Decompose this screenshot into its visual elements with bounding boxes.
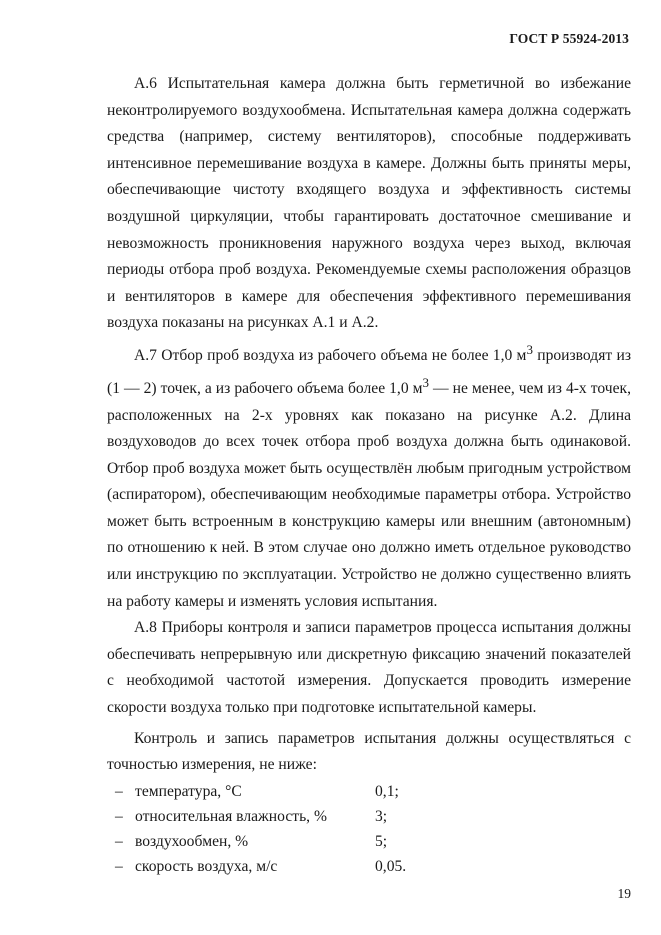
list-dash: – — [115, 782, 123, 800]
paragraph-a8: А.8 Приборы контроля и записи параметров процесса испытания должны обеспечивать непрерывную или дискретную фиксацию значений показателей с необходимой частотой измерения. Допускается проводить измерение скорости воздуха только при подготовке испытательной камеры. — [107, 619, 631, 717]
paragraph-a7 — [107, 337, 631, 615]
measurement-value: 5; — [375, 833, 388, 851]
measurement-name: воздухообмен, % — [135, 833, 249, 851]
paragraph-control: Контроль и запись параметров испытания должны осуществляться с точностью измерения, не ниже: — [107, 729, 631, 774]
document-body — [107, 71, 631, 880]
measurement-accuracy-list — [107, 779, 631, 880]
list-item — [107, 854, 631, 879]
document-standard-header: ГОСТ Р 55924-2013 — [509, 31, 629, 46]
paragraph-a6: А.6 Испытательная камера должна быть герметичной во избежание неконтролируемого воздухообмена. Испытательная камера должна содержать средства (например, систему вентиляторов), способные поддерживать интенсивное перемешивание воздуха в камере. Должны быть приняты меры, обеспечивающие чистоту входящего воздуха и эффективность системы воздушной циркуляции, чтобы гарантировать достаточное смешивание и невозможность проникновения наружного воздуха через выход, включая периоды отбора проб воздуха. Рекомендуемые схемы расположения образцов и вентиляторов в камере для обеспечения эффективного перемешивания воздуха показаны на рисунках А.1 и А.2. — [107, 75, 631, 332]
list-dash: – — [115, 833, 123, 851]
paragraph-a7-part3: — не менее, чем из 4-х точек, расположенных на 2-х уровнях как показано на рисунке А.2. Длина воздуховодов до всех точек отбора проб воздуха должна быть одинаковой. Отбор проб воздуха может быть осуществлён любым пригодным устройством (аспиратором), обеспечивающим необходимые параметры отбора. Устройство может быть встроенным в конструкцию камеры или внешним (автономным) по отношению к ней. В этом случае оно должно иметь отдельное руководство или инструкцию по эксплуатации. Устройство не должно существенно влиять на работу камеры и изменять условия испытания. — [107, 379, 631, 610]
measurement-value: 3; — [375, 808, 388, 825]
measurement-value: 0,05. — [375, 858, 407, 876]
page-number: 19 — [617, 886, 631, 901]
paragraph-a7-part2: производят из (1 — 2) точек, а из рабочего объема более 1,0 м — [107, 347, 631, 397]
superscript-cubic-1: 3 — [526, 341, 533, 357]
measurement-name: температура, °С — [135, 782, 242, 800]
measurement-value: 0,1; — [375, 782, 399, 800]
list-dash: – — [115, 808, 123, 825]
list-item — [107, 804, 631, 829]
measurement-name: скорость воздуха, м/с — [135, 858, 278, 876]
list-dash: – — [115, 858, 123, 876]
list-item — [107, 829, 631, 854]
measurement-name: относительная влажность, % — [135, 808, 327, 825]
list-item — [107, 779, 631, 804]
superscript-cubic-2: 3 — [422, 374, 429, 390]
paragraph-a7-part1: А.7 Отбор проб воздуха из рабочего объема не более 1,0 м — [134, 347, 527, 365]
